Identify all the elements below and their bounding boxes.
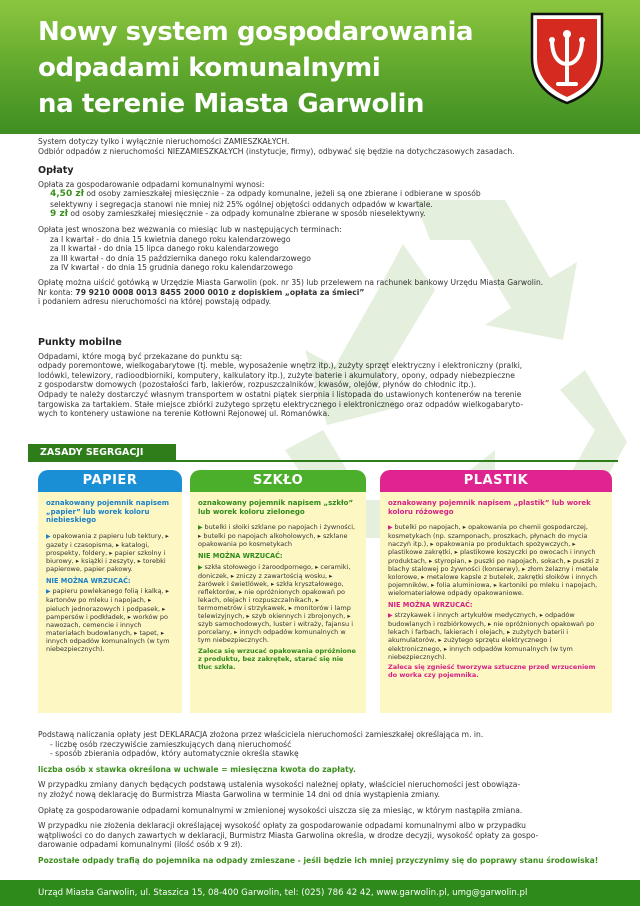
bullet-arrow-icon: ▶ — [388, 524, 395, 532]
intro-line-1: System dotyczy tylko i wyłącznie nieruchomości ZAMIESZKAŁYCH. — [38, 137, 290, 146]
szklo-nie-label: NIE MOŻNA WRZUCAĆ: — [198, 552, 283, 561]
zasady-section-label: ZASADY SEGRGACJI — [28, 444, 176, 461]
term-3: za III kwartał - do dnia 15 października danego roku kalendarzowego — [50, 253, 311, 263]
papier-header: PAPIER — [38, 470, 182, 492]
papier-allowed-text: opakowania z papieru lub tektury, ▸ gazety i czasopisma, ▸ katalogi, prospekty, foldery, ▸ papier szkolny i biurowy, ▸ książki i zeszyty, ▸ torebki papierowe, papier pakowy. — [46, 531, 169, 574]
plastik-forbidden-text: strzykawek i innych artykułów medycznych, ▸ odpadów budowlanych i rozbiórkowych, ▸ nie opróżnionych opakowań po lekach i farbach, lakierach i olejach, ▸ zużytych baterii i akumulatorów, ▸ zużytego sprzętu elektrycznego i elektronicznego, ▸ innych odpadów komunalnych (w tym niebezpiecznych). — [388, 611, 595, 661]
bullet-arrow-icon: ▶ — [198, 524, 205, 532]
bottom-p4b: wątpliwości co do danych zawartych w deklaracji, Burmistrz Miasta Garwolina określa, w drodze decyzji, wysokość opłaty za gospo- — [38, 830, 539, 840]
plastik-body — [380, 492, 612, 713]
title-line-2: odpadami komunalnymi — [38, 53, 381, 83]
punkty-line-2: odpady poremontowe, wielkogabarytowe (tj. meble, wyposażenie wnętrz itp.), zużyty sprzęt elektryczny i elektroniczny (pralki, — [38, 361, 523, 371]
papier-subtitle: oznakowany pojemnik napisem „papier” lub worek koloru niebieskiego — [46, 499, 170, 525]
punkty-line-1: Odpadami, które mogą być przekazane do punktu są: — [38, 351, 243, 361]
rate-2-text: od osoby zamieszkałej miesięcznie - za odpady komunalne zbierane w sposób nieselektywny. — [67, 209, 426, 219]
papier-forbidden — [46, 587, 174, 653]
plastik-column — [380, 470, 612, 713]
punkty-line-3: lodówki, telewizory, radioodbiorniki, komputery, kalkulatory itp.), zużyte baterie i akumulatory, opony, odpady niebezpieczne — [38, 370, 515, 380]
bottom-p4a: W przypadku nie złożenia deklaracji określającej wysokość opłaty za gospodarowanie odpadami komunalnymi albo w przypadku — [38, 821, 526, 831]
footer-contact: Urząd Miasta Garwolin, ul. Staszica 15, 08-400 Garwolin, tel: (025) 786 42 42, www.garwolin.pl, umg@garwolin.pl — [0, 880, 640, 906]
oplaty-heading: Opłaty — [38, 165, 74, 176]
intro-section — [38, 137, 618, 156]
title-line-3: na terenie Miasta Garwolin — [38, 89, 425, 119]
papier-allowed — [46, 532, 174, 573]
szklo-subtitle: oznakowany pojemnik napisem „szkło” lub worek koloru zielonego — [198, 499, 354, 516]
bullet-arrow-icon: ▶ — [46, 588, 53, 596]
bottom-formula: liczba osób x stawka określona w uchwale = miesięczna kwota do zapłaty. — [38, 764, 356, 774]
term-4: za IV kwartał - do dnia 15 grudnia danego roku kalendarzowego — [50, 263, 293, 273]
szklo-forbidden — [198, 563, 358, 645]
header-banner — [0, 0, 640, 134]
bottom-bullet-1: - liczbę osób rzeczywiście zamieszkujących daną nieruchomość — [50, 739, 292, 749]
szklo-body — [190, 492, 366, 713]
plastik-nie-label: NIE MOŻNA WRZUCAĆ: — [388, 601, 473, 610]
punkty-section — [38, 338, 618, 419]
papier-nie-label: NIE MOŻNA WRZUCAĆ: — [46, 577, 131, 586]
szklo-forbidden-text: szkła stołowego i żaroodpornego, ▸ ceramiki, doniczek, ▸ zniczy z zawartością wosku, ▸ żarówek i świetlówek, ▸ szkła kryształowego, reflektorów, ▸ nie opróżnionych opakowań po lekach, olejach i rozpuszczalnikach, ▸ termometrów i strzykawek, ▸ monitorów i lamp telewizyjnych, ▸ szyb okiennych i zbrojonych, ▸ szyb samochodowych, luster i witraży, fajansu i porcelany, ▸ innych odpadów komunalnych w tym niebezpiecznych. — [198, 562, 354, 645]
plastik-allowed — [388, 523, 604, 597]
punkty-line-6: targowiska za tartakiem. Stałe miejsce zbiórki zużytego sprzętu elektrycznego i elektronicznego oraz odpadów wielkogabaryto- — [38, 399, 524, 409]
papier-body — [38, 492, 182, 713]
payment-line-1: Opłatę można uiścić gotówką w Urzędzie Miasta Garwolin (pok. nr 35) lub przelewem na rachunek bankowy Urzędu Miasta Garwolin. — [38, 277, 544, 287]
szklo-allowed-text: butelki i słoiki szklane po napojach i żywności, ▸ butelki po napojach alkoholowych, ▸ szklane opakowania po kosmetykach — [198, 523, 356, 549]
bottom-p2a: W przypadku zmiany danych będących podstawą ustalenia wysokości należnej opłaty, właściciel nieruchomości jest obowiąza- — [38, 780, 521, 790]
oplaty-section — [38, 166, 618, 307]
punkty-line-5: Odpady te należy dostarczyć własnym transportem w ostatni piątek sierpnia i listopada do ustawionych kontenerów na terenie — [38, 389, 522, 399]
szklo-allowed — [198, 523, 358, 548]
bullet-arrow-icon: ▶ — [46, 532, 53, 540]
plastik-allowed-text: butelki po napojach, ▸ opakowania po chemii gospodarczej, kosmetykach (np. szamponach, proszkach, płynach do mycia naczyń itp.), ▸ opakowania po produktach spożywczych, ▸ plastikowe zakrętki, ▸ plastikowe koszyczki po owocach i innych produktach, ▸ styropian, ▸ puszki po napojach, sokach, ▸ puszki z blachy stalowej po żywności (konserwy), ▸ złom żelazny i metale kolorowe, ▸ metalowe kapsle z butelek, zakrętki słoików i innych pojemników, ▸ folia aluminiowa, ▸ kartoniki po mleku i napojach, wielomateriałowe odpady opakowaniowe. — [388, 523, 600, 597]
szklo-column — [190, 470, 366, 713]
plastik-forbidden — [388, 611, 604, 661]
punkty-heading: Punkty mobilne — [38, 337, 122, 348]
punkty-line-7: wych to kontenery ustawione na terenie Kotłowni Rejonowej ul. Romanówka. — [38, 409, 330, 419]
papier-column — [38, 470, 182, 713]
payment-line-3: i podaniem adresu nieruchomości na której powstają odpady. — [38, 297, 272, 307]
rate-1-cont: selektywny i segregacja stanowi nie mniej niż 25% ogólnej objętości oddanych odpadów w kwartale. — [50, 199, 433, 209]
rate-1-amount: 4,50 zł — [50, 189, 84, 200]
rate-2 — [38, 209, 618, 220]
szklo-warning: Zaleca się wrzucać opakowania opróżnione z produktu, bez zakrętek, starać się nie tłuc szkła. — [198, 646, 356, 671]
bottom-bullet-2: - sposób zbierania odpadów, który automatycznie określa stawkę — [50, 749, 299, 759]
account-number: 79 9210 0008 0013 8455 2000 0010 z dopiskiem „opłata za śmieci” — [75, 287, 365, 297]
intro-line-2: Odbiór odpadów z nieruchomości NIEZAMIESZKAŁYCH (instytucje, firmy), odbywać się będzie na dotychczasowych zasadach. — [38, 146, 515, 156]
punkty-line-4: z gospodarstw domowych (pozostałości farb, lakierów, rozpuszczalników, kwasów, olejów, płynów do chłodnic itp.). — [38, 380, 477, 390]
account-label: Nr konta: — [38, 287, 76, 297]
coat-of-arms-icon — [528, 10, 606, 106]
plastik-header: PLASTIK — [380, 470, 612, 492]
title-line-1: Nowy system gospodarowania — [38, 17, 474, 47]
bullet-arrow-icon: ▶ — [388, 612, 395, 620]
plastik-warning: Zaleca się zgnieść tworzywa sztuczne przed wrzuceniem do worka czy pojemnika. — [388, 662, 596, 679]
papier-forbidden-text: papieru powlekanego folią i kalką, ▸ kartonów po mleku i napojach, ▸ pieluch jednorazowych i podpasek, ▸ pampersów i podkładek, ▸ worków po nawozach, cemencie i innych materiałach budowlanych, ▸ tapet, ▸ innych odpadów komunalnych (w tym niebezpiecznych). — [46, 587, 170, 653]
bottom-p3: Opłatę za gospodarowanie odpadami komunalnymi w zmienionej wysokości uiszcza się za miesiąc, w którym nastąpiła zmiana. — [38, 805, 523, 815]
terms-intro: Opłata jest wnoszona bez wezwania co miesiąc lub w następujących terminach: — [38, 224, 342, 234]
bullet-arrow-icon: ▶ — [198, 563, 205, 571]
bottom-p2b: ny złożyć nową deklarację do Burmistrza Miasta Garwolina w terminie 14 dni od dnia wystąpienia zmiany. — [38, 789, 440, 799]
bottom-warning: Pozostałe odpady trafią do pojemnika na odpady zmieszane - jeśli będzie ich mniej przyczynimy się do poprawy stanu środowiska! — [38, 855, 599, 865]
szklo-header: SZKŁO — [190, 470, 366, 492]
term-2: za II kwartał - do dnia 15 lipca danego roku kalendarzowego — [50, 244, 279, 254]
term-1: za I kwartał - do dnia 15 kwietnia danego roku kalendarzowego — [50, 234, 291, 244]
rate-1-text: od osoby zamieszkałej miesięcznie - za odpady komunalne, jeżeli są one zbierane i odbierane w sposób — [83, 189, 481, 199]
page-title — [38, 14, 508, 122]
payment-account — [38, 288, 618, 298]
plastik-subtitle: oznakowany pojemnik napisem „plastik” lub worek koloru różowego — [388, 499, 591, 516]
rate-1 — [38, 189, 618, 200]
bottom-p4c: darowanie odpadami komunalnymi (ilość osób x 9 zł). — [38, 840, 243, 850]
bottom-p1: Podstawą naliczania opłaty jest DEKLARACJA złożona przez właściciela nieruchomości zamieszkałej określająca m. in. — [38, 730, 484, 739]
oplaty-intro: Opłata za gospodarowanie odpadami komunalnymi wynosi: — [38, 179, 265, 189]
section-divider — [28, 460, 618, 462]
rate-2-amount: 9 zł — [50, 209, 68, 220]
bottom-section — [38, 730, 618, 866]
